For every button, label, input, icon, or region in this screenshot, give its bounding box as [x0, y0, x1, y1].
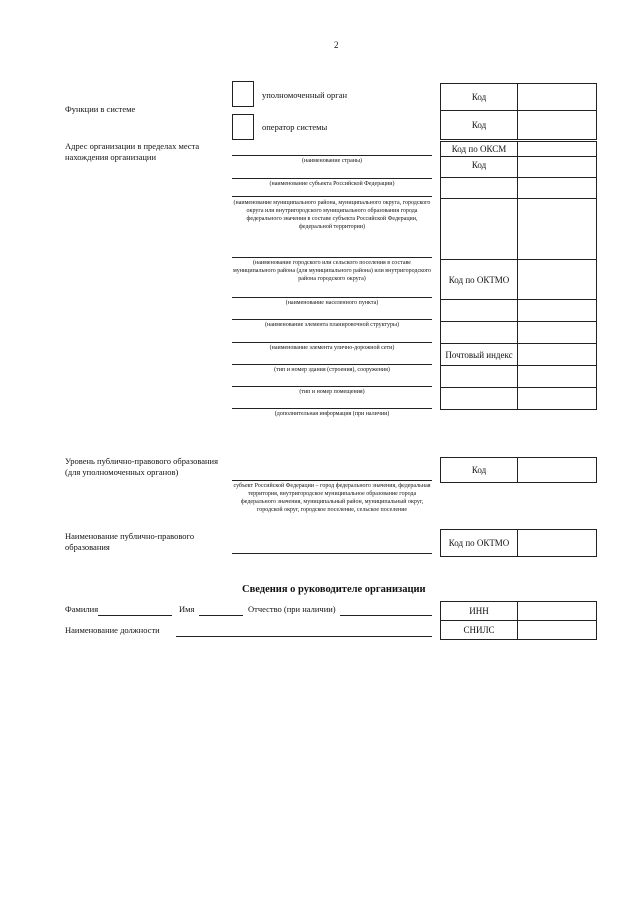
page-number: 2 [334, 40, 339, 50]
address-cell-3[interactable] [440, 198, 518, 260]
address-cell-8[interactable] [440, 365, 518, 388]
locality-line [232, 297, 432, 298]
head-section-title: Сведения о руководителе организации [242, 584, 426, 595]
address-cell-2-value[interactable] [517, 177, 597, 199]
level-code-label: Код [440, 457, 518, 483]
planning-line [232, 319, 432, 320]
oksm-value[interactable] [517, 141, 597, 157]
functions-code-label-2: Код [440, 110, 518, 140]
building-line [232, 364, 432, 365]
position-line[interactable] [176, 636, 432, 637]
postal-label: Почтовый индекс [440, 343, 518, 366]
ppo-name-line[interactable] [232, 553, 432, 554]
caption-settlement: (наименование городского или сельского поселения в составе муниципального района (для муниципального района) или внутригородского района городского округа) [232, 260, 432, 282]
street-line [232, 342, 432, 343]
address-label: Адрес организации в пределах места нахождения организации [65, 141, 200, 162]
address-cell-2[interactable] [440, 177, 518, 199]
checkbox-system-operator[interactable] [232, 114, 254, 140]
caption-locality: (наименование населенного пункта) [285, 300, 379, 306]
snils-value[interactable] [517, 620, 597, 640]
country-line [232, 155, 432, 156]
patronymic-line[interactable] [340, 615, 432, 616]
ppo-oktmo-value[interactable] [517, 529, 597, 557]
address-cell-5[interactable] [440, 299, 518, 322]
option-system-operator: оператор системы [262, 122, 328, 132]
room-line [232, 386, 432, 387]
ppo-name-label: Наименование публично-правового образования [65, 531, 195, 552]
checkbox-authorized-body[interactable] [232, 81, 254, 107]
option-authorized-body: уполномоченный орган [262, 90, 348, 100]
address-cell-3-value[interactable] [517, 198, 597, 260]
caption-planning: (наименование элемента планировочной структуры) [265, 322, 399, 328]
functions-code-value-1[interactable] [517, 83, 597, 111]
caption-building: (тип и номер здания (строения), сооружения) [274, 367, 390, 373]
level-code-value[interactable] [517, 457, 597, 483]
caption-room: (тип и номер помещения) [299, 389, 365, 395]
address-cell-6-value[interactable] [517, 321, 597, 344]
address-cell-9[interactable] [440, 387, 518, 410]
inn-label: ИНН [440, 601, 518, 621]
level-label: Уровень публично-правового образования (для уполномоченных органов) [65, 456, 219, 477]
name-label: Имя [179, 604, 195, 614]
subject-line [232, 178, 432, 179]
postal-value[interactable] [517, 343, 597, 366]
address-cell-6[interactable] [440, 321, 518, 344]
position-label: Наименование должности [65, 625, 160, 635]
caption-municipal: (наименование муниципального района, муниципального округа, городского округа или внутригородского муниципального образования города федерального значения в составе субъекта Российской Федерации, федеральной территории) [233, 200, 431, 230]
oktmo-value[interactable] [517, 259, 597, 300]
surname-label: Фамилия [65, 604, 99, 614]
inn-value[interactable] [517, 601, 597, 621]
address-cell-5-value[interactable] [517, 299, 597, 322]
address-cell-9-value[interactable] [517, 387, 597, 410]
settlement-line [232, 257, 432, 258]
caption-country: (наименование страны) [301, 158, 363, 164]
subject-code-label: Код [440, 156, 518, 178]
patronymic-label: Отчество (при наличии) [248, 604, 336, 614]
name-line[interactable] [199, 615, 243, 616]
level-caption: субъект Российской Федерации – город федерального значения, федеральная территория, внутригородское муниципальное образование города федерального значения, муниципальный район, муниципальный округ, городской округ, городское поселение, сельское поселение [233, 483, 431, 513]
level-line [232, 480, 432, 481]
caption-subject: (наименование субъекта Российской Федерации) [269, 181, 395, 187]
additional-line [232, 408, 432, 409]
ppo-oktmo-label: Код по ОКТМО [440, 529, 518, 557]
subject-code-value[interactable] [517, 156, 597, 178]
functions-code-value-2[interactable] [517, 110, 597, 140]
functions-code-label-1: Код [440, 83, 518, 111]
municipal-line [232, 196, 432, 197]
address-cell-8-value[interactable] [517, 365, 597, 388]
oktmo-label: Код по ОКТМО [440, 259, 518, 300]
snils-label: СНИЛС [440, 620, 518, 640]
oksm-label: Код по ОКСМ [440, 141, 518, 157]
surname-line[interactable] [98, 615, 172, 616]
caption-street: (наименование элемента улично-дорожной сети) [269, 345, 395, 351]
caption-additional: (дополнительная информация (при наличии) [274, 411, 390, 417]
functions-label: Функции в системе [65, 104, 136, 114]
